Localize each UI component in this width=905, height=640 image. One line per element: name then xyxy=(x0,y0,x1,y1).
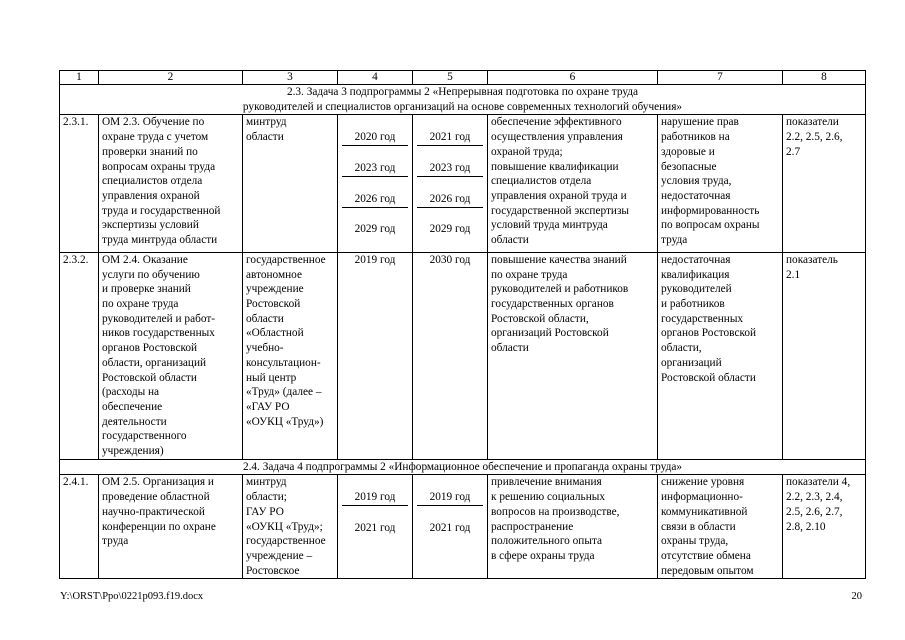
program-table xyxy=(59,70,866,579)
indicators: показатель 2.1 xyxy=(783,252,866,459)
start-year: 2021 год xyxy=(354,521,396,534)
end-year: 2030 год xyxy=(413,252,488,459)
measure-name: ОМ 2.3. Обучение по охране труда с учетом проверки знаний по вопросам охраны труда специалистов отдела управления охраной труда и государственной экспертизы условий труда минтруда области xyxy=(99,115,243,253)
indicators: показатели 4, 2.2, 2.3, 2.4, 2.5, 2.6, 2.7, 2.8, 2.10 xyxy=(783,475,866,579)
end-year: 2021 год xyxy=(417,130,483,146)
row-number: 2.4.1. xyxy=(60,475,99,579)
end-years xyxy=(413,115,488,253)
header-cell: 2 xyxy=(99,71,243,85)
expected-result: привлечение внимания к решению социальных вопросов на производстве, распространение положительного опыта в сфере охраны труда xyxy=(488,475,658,579)
table-row-2-4-1 xyxy=(60,475,866,579)
start-year: 2023 год xyxy=(342,161,408,177)
header-cell: 7 xyxy=(658,71,783,85)
table-row-2-3-1 xyxy=(60,115,866,253)
consequences: недостаточная квалификация руководителей и работников государственных органов Ростовской области, организаций Ростовской области xyxy=(658,252,783,459)
start-years xyxy=(338,475,413,579)
end-year: 2019 год xyxy=(417,490,483,506)
header-row xyxy=(60,71,866,85)
header-cell: 1 xyxy=(60,71,99,85)
start-years xyxy=(338,115,413,253)
indicators: показатели 2.2, 2.5, 2.6, 2.7 xyxy=(783,115,866,253)
end-year: 2021 год xyxy=(429,521,471,534)
header-cell: 4 xyxy=(338,71,413,85)
task3-title: 2.3. Задача 3 подпрограммы 2 «Непрерывная подготовка по охране труда руководителей и специалистов организаций на основе современных технологий обучения» xyxy=(60,85,866,115)
start-year: 2019 год xyxy=(342,490,408,506)
executor: минтруд области; ГАУ РО «ОУКЦ «Труд»; государственное учреждение – Ростовское xyxy=(243,475,338,579)
start-year: 2020 год xyxy=(342,130,408,146)
measure-name: ОМ 2.5. Организация и проведение областной научно-практической конференции по охране труда xyxy=(99,475,243,579)
table-row-2-3-2 xyxy=(60,252,866,459)
expected-result: повышение качества знаний по охране труда руководителей и работников государственных органов Ростовской области, организаций Ростовской области xyxy=(488,252,658,459)
header-cell: 5 xyxy=(413,71,488,85)
task4-row xyxy=(60,459,866,475)
row-number: 2.3.2. xyxy=(60,252,99,459)
end-year: 2026 год xyxy=(417,192,483,208)
start-year: 2026 год xyxy=(342,192,408,208)
header-cell: 6 xyxy=(488,71,658,85)
consequences: снижение уровня информационно- коммуникативной связи в области охраны труда, отсутствие обмена передовым опытом xyxy=(658,475,783,579)
executor: минтруд области xyxy=(243,115,338,253)
end-years xyxy=(413,475,488,579)
executor: государственное автономное учреждение Ростовской области «Областной учебно- консультацион- ный центр «Труд» (далее – «ГАУ РО «ОУКЦ «Труд») xyxy=(243,252,338,459)
header-cell: 3 xyxy=(243,71,338,85)
consequences: нарушение прав работников на здоровые и безопасные условия труда, недостаточная информированность по вопросам охраны труда xyxy=(658,115,783,253)
expected-result: обеспечение эффективного осуществления управления охраной труда; повышение квалификации специалистов отдела управления охраной труда и государственной экспертизы условий труда минтруда области xyxy=(488,115,658,253)
header-cell: 8 xyxy=(783,71,866,85)
start-year: 2019 год xyxy=(338,252,413,459)
task4-title: 2.4. Задача 4 подпрограммы 2 «Информационное обеспечение и пропаганда охраны труда» xyxy=(60,459,866,475)
end-year: 2023 год xyxy=(417,161,483,177)
measure-name: ОМ 2.4. Оказание услуги по обучению и проверке знаний по охране труда руководителей и работ- ников государственных органов Ростовской области, организаций Ростовской области (расходы на обеспечение деятельности государственного учреждения) xyxy=(99,252,243,459)
end-year: 2029 год xyxy=(429,223,471,236)
task3-row xyxy=(60,85,866,115)
file-path: Y:\ORST\Ppo\0221p093.f19.docx xyxy=(60,591,204,602)
row-number: 2.3.1. xyxy=(60,115,99,253)
page-number: 20 xyxy=(851,591,862,602)
start-year: 2029 год xyxy=(354,223,396,236)
